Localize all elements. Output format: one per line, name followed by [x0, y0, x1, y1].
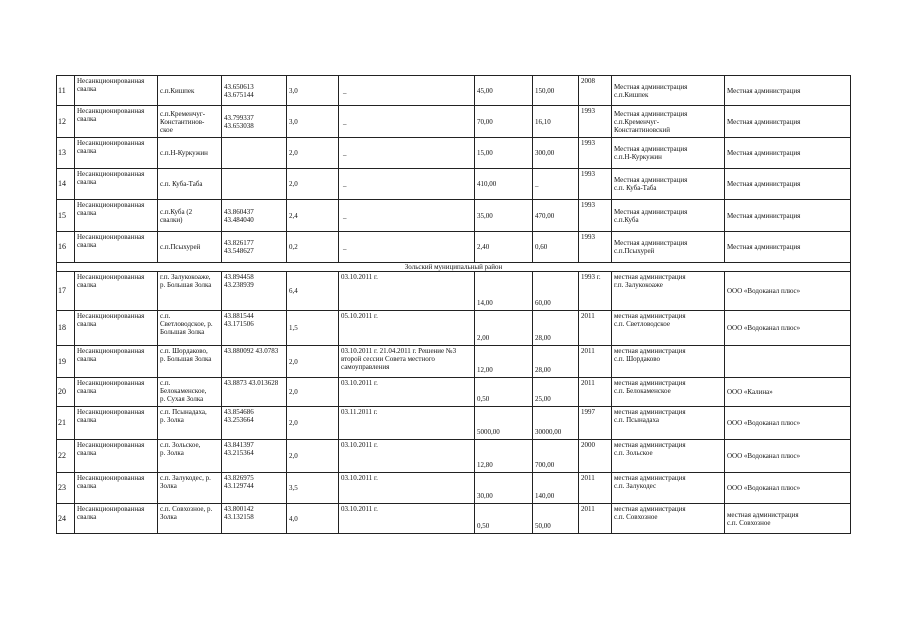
section-header-zolsky: Зольский муниципальный район — [57, 263, 851, 272]
cell-year: 2000 — [579, 440, 612, 473]
cell-coordinates — [222, 138, 287, 169]
cell-value-1: 12,00 — [475, 346, 533, 378]
cell-row-number: 11 — [57, 76, 75, 106]
cell-decision: 03.11.2011 г. — [339, 407, 475, 440]
cell-decision: 03.10.2011 г. — [339, 473, 475, 504]
cell-dump-type: Несанкционированная свалка — [75, 504, 158, 534]
table-body-top — [57, 76, 851, 263]
cell-value-1: 70,00 — [475, 106, 533, 138]
cell-row-number: 14 — [57, 169, 75, 200]
cell-value-1: 0,50 — [475, 378, 533, 407]
cell-responsible-admin: местная администрация с.п. Зольское — [612, 440, 725, 473]
cell-responsible-admin: Местная администрация с.п.Кременчуг- Константиновский — [612, 106, 725, 138]
cell-value-2: 50,00 — [533, 504, 579, 534]
cell-value-1: 14,00 — [475, 272, 533, 311]
cell-coordinates: 43.860437 43.484040 — [222, 200, 287, 232]
cell-responsible-admin: Местная администрация с.п.Куба — [612, 200, 725, 232]
cell-area: 0,2 — [287, 232, 339, 263]
table-row — [57, 311, 851, 346]
cell-operator: Местная администрация — [725, 200, 851, 232]
cell-settlement: с.п.Кишпек — [158, 76, 222, 106]
cell-settlement: г.п. Залукокоаже, р. Большая Золка — [158, 272, 222, 311]
table-row — [57, 200, 851, 232]
cell-value-1: 410,00 — [475, 169, 533, 200]
cell-row-number: 22 — [57, 440, 75, 473]
cell-settlement: с.п. Белокаменское, р. Сухая Золка — [158, 378, 222, 407]
cell-decision: 03.10.2011 г. — [339, 378, 475, 407]
cell-value-1: 2,40 — [475, 232, 533, 263]
cell-value-2: 300,00 — [533, 138, 579, 169]
cell-value-2: 30000,00 — [533, 407, 579, 440]
cell-responsible-admin: Местная администрация с.п. Куба-Таба — [612, 169, 725, 200]
table-row — [57, 407, 851, 440]
cell-value-2: 28,00 — [533, 346, 579, 378]
cell-value-1: 12,80 — [475, 440, 533, 473]
cell-dump-type: Несанкционированная свалка — [75, 272, 158, 311]
cell-value-1: 35,00 — [475, 200, 533, 232]
cell-dump-type: Несанкционированная свалка — [75, 311, 158, 346]
registry-sheet — [56, 75, 850, 534]
table-row — [57, 440, 851, 473]
cell-settlement: с.п.Н-Куркужин — [158, 138, 222, 169]
cell-responsible-admin: местная администрация с.п. Совхозное — [612, 504, 725, 534]
table-row — [57, 346, 851, 378]
cell-settlement: с.п.Псыхурей — [158, 232, 222, 263]
cell-coordinates: 43.826975 43.129744 — [222, 473, 287, 504]
cell-value-2: 140,00 — [533, 473, 579, 504]
cell-decision: 03.10.2011 г. — [339, 440, 475, 473]
cell-area: 3,0 — [287, 106, 339, 138]
table-row — [57, 378, 851, 407]
table-row — [57, 232, 851, 263]
cell-area: 4,0 — [287, 504, 339, 534]
cell-coordinates: 43.826177 43.548627 — [222, 232, 287, 263]
section-header-body — [57, 263, 851, 272]
cell-row-number: 21 — [57, 407, 75, 440]
cell-value-2: 28,00 — [533, 311, 579, 346]
cell-coordinates: 43.8873 43.013628 — [222, 378, 287, 407]
cell-coordinates: 43.841397 43.215364 — [222, 440, 287, 473]
cell-row-number: 13 — [57, 138, 75, 169]
cell-dump-type: Несанкционированная свалка — [75, 106, 158, 138]
cell-area: 2,4 — [287, 200, 339, 232]
cell-value-1: 45,00 — [475, 76, 533, 106]
cell-value-2: 0,60 — [533, 232, 579, 263]
table-body-bottom — [57, 272, 851, 534]
cell-settlement: с.п. Совхозное, р. Золка — [158, 504, 222, 534]
cell-decision: _ — [339, 169, 475, 200]
cell-dump-type: Несанкционированная свалка — [75, 473, 158, 504]
cell-row-number: 24 — [57, 504, 75, 534]
cell-operator: Местная администрация — [725, 232, 851, 263]
cell-dump-type: Несанкционированная свалка — [75, 407, 158, 440]
cell-settlement: с.п. Зольское, р. Золка — [158, 440, 222, 473]
cell-value-2: 700,00 — [533, 440, 579, 473]
cell-area: 3,0 — [287, 76, 339, 106]
cell-settlement: с.п.Куба (2 свалки) — [158, 200, 222, 232]
cell-decision: _ — [339, 232, 475, 263]
table-row — [57, 473, 851, 504]
cell-area: 2,0 — [287, 378, 339, 407]
cell-row-number: 17 — [57, 272, 75, 311]
cell-value-2: 60,00 — [533, 272, 579, 311]
cell-operator: Местная администрация — [725, 76, 851, 106]
cell-year: 1997 — [579, 407, 612, 440]
cell-year: 1993 г. — [579, 272, 612, 311]
cell-operator: ООО «Водоканал плюс» — [725, 272, 851, 311]
cell-coordinates: 43.650613 43.675144 — [222, 76, 287, 106]
landfill-registry-table — [56, 75, 851, 534]
cell-decision: _ — [339, 76, 475, 106]
section-header-row — [57, 263, 851, 272]
cell-row-number: 12 — [57, 106, 75, 138]
cell-value-2: 25,00 — [533, 378, 579, 407]
cell-value-1: 0,50 — [475, 504, 533, 534]
cell-coordinates: 43.880092 43.0783 — [222, 346, 287, 378]
cell-decision: 03.10.2011 г. — [339, 504, 475, 534]
cell-dump-type: Несанкционированная свалка — [75, 232, 158, 263]
cell-value-1: 2,00 — [475, 311, 533, 346]
cell-decision: 05.10.2011 г. — [339, 311, 475, 346]
cell-dump-type: Несанкционированная свалка — [75, 169, 158, 200]
cell-responsible-admin: местная администрация с.п. Светловодское — [612, 311, 725, 346]
cell-area: 2,0 — [287, 169, 339, 200]
cell-row-number: 16 — [57, 232, 75, 263]
table-row — [57, 169, 851, 200]
cell-year: 2011 — [579, 473, 612, 504]
cell-settlement: с.п. Псынадаха, р. Золка — [158, 407, 222, 440]
cell-dump-type: Несанкционированная свалка — [75, 76, 158, 106]
cell-responsible-admin: Местная администрация с.п.Псыхурей — [612, 232, 725, 263]
cell-coordinates: 43.799337 43.653038 — [222, 106, 287, 138]
cell-value-2: 150,00 — [533, 76, 579, 106]
cell-coordinates — [222, 169, 287, 200]
cell-row-number: 20 — [57, 378, 75, 407]
cell-area: 1,5 — [287, 311, 339, 346]
cell-responsible-admin: местная администрация с.п. Белокаменское — [612, 378, 725, 407]
cell-year: 1993 — [579, 106, 612, 138]
cell-year: 2011 — [579, 378, 612, 407]
table-row — [57, 138, 851, 169]
cell-coordinates: 43.894458 43.238939 — [222, 272, 287, 311]
cell-row-number: 23 — [57, 473, 75, 504]
cell-operator: ООО «Водоканал плюс» — [725, 473, 851, 504]
cell-responsible-admin: местная администрация с.п. Псынадаха — [612, 407, 725, 440]
cell-operator: ООО «Водоканал плюс» — [725, 440, 851, 473]
cell-row-number: 18 — [57, 311, 75, 346]
cell-area: 3,5 — [287, 473, 339, 504]
cell-year: 2011 — [579, 346, 612, 378]
table-row — [57, 76, 851, 106]
cell-value-1: 5000,00 — [475, 407, 533, 440]
cell-decision: _ — [339, 200, 475, 232]
cell-decision: _ — [339, 106, 475, 138]
cell-responsible-admin: местная администрация г.п. Залукокоаже — [612, 272, 725, 311]
cell-operator — [725, 346, 851, 378]
cell-year: 1993 — [579, 169, 612, 200]
cell-year: 2008 — [579, 76, 612, 106]
cell-dump-type: Несанкционированная свалка — [75, 378, 158, 407]
cell-responsible-admin: местная администрация с.п. Залукодес — [612, 473, 725, 504]
cell-decision: _ — [339, 138, 475, 169]
table-row — [57, 106, 851, 138]
cell-area: 2,0 — [287, 440, 339, 473]
cell-value-1: 30,00 — [475, 473, 533, 504]
table-row — [57, 272, 851, 311]
cell-area: 6,4 — [287, 272, 339, 311]
cell-coordinates: 43.881544 43.171506 — [222, 311, 287, 346]
cell-decision: 03.10.2011 г. 21.04.2011 г. Решение №3 второй сессии Совета местного самоуправления — [339, 346, 475, 378]
cell-value-2: _ — [533, 169, 579, 200]
cell-area: 2,0 — [287, 407, 339, 440]
table-row — [57, 504, 851, 534]
cell-dump-type: Несанкционированная свалка — [75, 138, 158, 169]
cell-operator: местная администрация с.п. Совхозное — [725, 504, 851, 534]
cell-value-2: 470,00 — [533, 200, 579, 232]
cell-row-number: 15 — [57, 200, 75, 232]
cell-settlement: с.п. Светловодское, р. Большая Золка — [158, 311, 222, 346]
cell-dump-type: Несанкционированная свалка — [75, 200, 158, 232]
cell-year: 2011 — [579, 311, 612, 346]
cell-decision: 03.10.2011 г. — [339, 272, 475, 311]
cell-responsible-admin: Местная администрация с.п.Н-Куркужин — [612, 138, 725, 169]
cell-year: 1993 — [579, 232, 612, 263]
cell-area: 2,0 — [287, 138, 339, 169]
cell-value-1: 15,00 — [475, 138, 533, 169]
cell-operator: Местная администрация — [725, 169, 851, 200]
cell-operator: ООО «Водоканал плюс» — [725, 407, 851, 440]
cell-dump-type: Несанкционированная свалка — [75, 440, 158, 473]
cell-value-2: 16,10 — [533, 106, 579, 138]
cell-area: 2,0 — [287, 346, 339, 378]
cell-operator: ООО «Калина» — [725, 378, 851, 407]
cell-settlement: с.п. Куба-Таба — [158, 169, 222, 200]
cell-settlement: с.п.Кременчуг- Константинов- ское — [158, 106, 222, 138]
cell-operator: ООО «Водоканал плюс» — [725, 311, 851, 346]
cell-responsible-admin: Местная администрация с.п.Кишпек — [612, 76, 725, 106]
cell-coordinates: 43.800142 43.132158 — [222, 504, 287, 534]
cell-year: 1993 — [579, 200, 612, 232]
cell-year: 2011 — [579, 504, 612, 534]
cell-year: 1993 — [579, 138, 612, 169]
cell-responsible-admin: местная администрация с.п. Шордаково — [612, 346, 725, 378]
cell-row-number: 19 — [57, 346, 75, 378]
cell-settlement: с.п. Шордаково, р. Большая Золка — [158, 346, 222, 378]
cell-operator: Местная администрация — [725, 106, 851, 138]
cell-dump-type: Несанкционированная свалка — [75, 346, 158, 378]
cell-coordinates: 43.854686 43.253664 — [222, 407, 287, 440]
cell-settlement: с.п. Залукодес, р. Золка — [158, 473, 222, 504]
cell-operator: Местная администрация — [725, 138, 851, 169]
